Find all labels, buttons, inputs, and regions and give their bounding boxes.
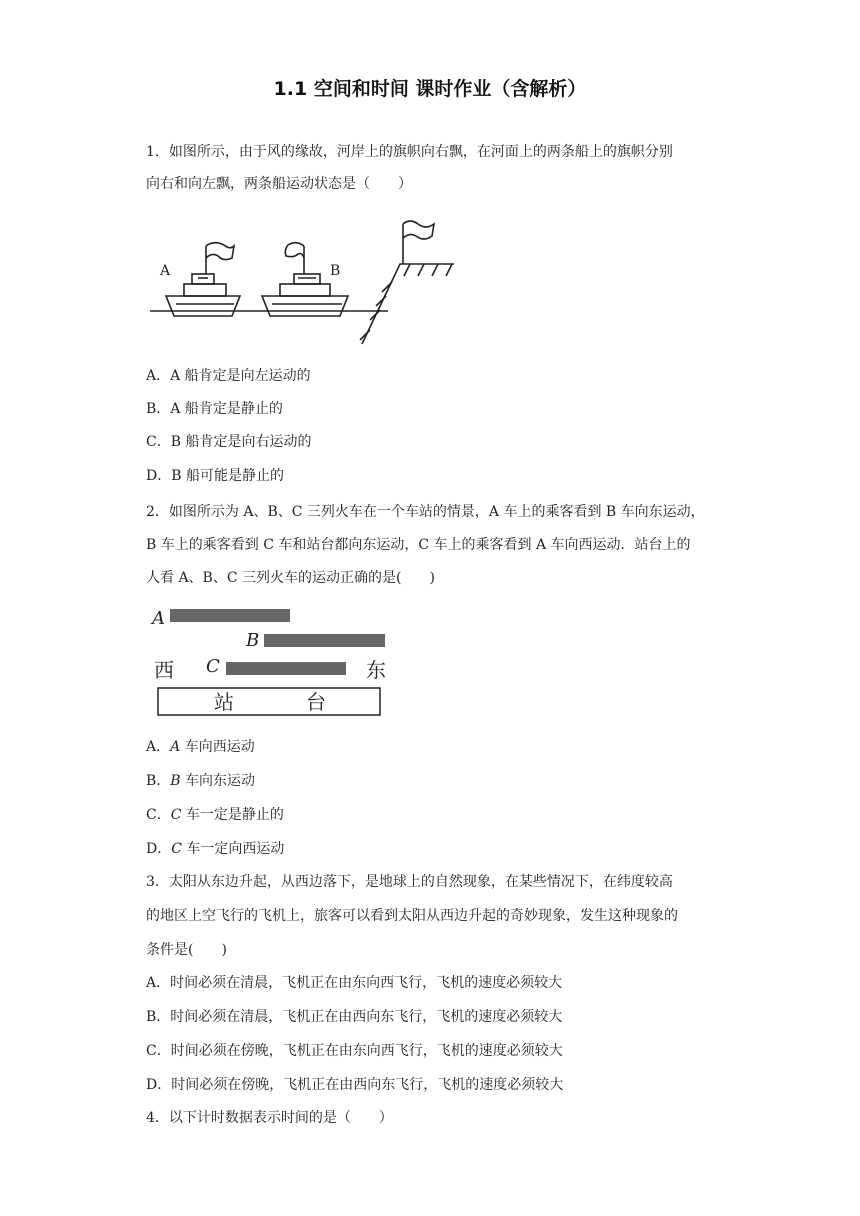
q1-stem-line2: 向右和向左飘，两条船运动状态是（ ） (146, 176, 412, 192)
river-bank (360, 221, 454, 344)
q2-stem-line2: B 车上的乘客看到 C 车和站台都向东运动，C 车上的乘客看到 A 车向西运动．站台上的 (146, 537, 691, 553)
east-label: 东 (366, 658, 386, 682)
platform (158, 688, 380, 715)
q2-option-a: A．A 车向西运动 (146, 739, 255, 755)
train-c (226, 662, 346, 675)
q3-option-b: B．时间必须在清晨，飞机正在由西向东飞行，飞机的速度必须较大 (146, 1009, 563, 1025)
boat-b-label: B (330, 263, 341, 279)
boat-b-flag (285, 243, 304, 258)
train-c-label: C (206, 656, 220, 677)
q2-trains-figure (148, 600, 398, 722)
boat-a-label: A (160, 263, 171, 279)
q4-stem-line1: 4．以下计时数据表示时间的是（ ） (146, 1110, 393, 1126)
q2-option-c: C．C 车一定是静止的 (146, 807, 284, 823)
train-b (264, 634, 385, 647)
train-b-label: B (246, 630, 260, 651)
boat-a-flag (206, 243, 234, 260)
q1-option-c: C．B 船肯定是向右运动的 (146, 434, 312, 450)
train-a-label: A (152, 608, 165, 629)
q3-option-a: A．时间必须在清晨，飞机正在由东向西飞行，飞机的速度必须较大 (146, 975, 563, 991)
q2-option-b: B．B 车向东运动 (146, 773, 256, 789)
page-title: 1.1 空间和时间 课时作业（含解析） (273, 78, 587, 100)
bank-flag (403, 221, 434, 239)
q1-option-b: B．A 船肯定是静止的 (146, 401, 283, 417)
q3-option-c: C．时间必须在傍晚，飞机正在由东向西飞行，飞机的速度必须较大 (146, 1043, 563, 1059)
q3-stem-line1: 3．太阳从东边升起，从西边落下，是地球上的自然现象，在某些情况下，在纬度较高 (146, 874, 673, 890)
boat-b (262, 243, 348, 316)
train-a (170, 609, 290, 622)
q2-stem-line3: 人看 A、B、C 三列火车的运动正确的是( ) (146, 570, 435, 586)
q1-option-a: A．A 船肯定是向左运动的 (146, 368, 311, 384)
q2-stem-line1: 2．如图所示为 A、B、C 三列火车在一个车站的情景，A 车上的乘客看到 B 车向东运动， (146, 504, 705, 520)
q3-stem-line2: 的地区上空飞行的飞机上，旅客可以看到太阳从西边升起的奇妙现象，发生这种现象的 (146, 908, 678, 924)
q3-option-d: D．时间必须在傍晚，飞机正在由西向东飞行，飞机的速度必须较大 (146, 1077, 564, 1093)
q3-stem-line3: 条件是( ) (146, 942, 227, 958)
q1-boats-figure (148, 212, 468, 348)
q1-option-d: D．B 船可能是静止的 (146, 468, 284, 484)
boat-a (166, 243, 240, 316)
q1-stem-line1: 1．如图所示，由于风的缘故，河岸上的旗帜向右飘，在河面上的两条船上的旗帜分别 (146, 144, 673, 160)
q2-option-d: D．C 车一定向西运动 (146, 841, 285, 857)
platform-label-1: 站 (214, 690, 234, 714)
platform-label-2: 台 (306, 690, 326, 714)
west-label: 西 (154, 658, 174, 682)
